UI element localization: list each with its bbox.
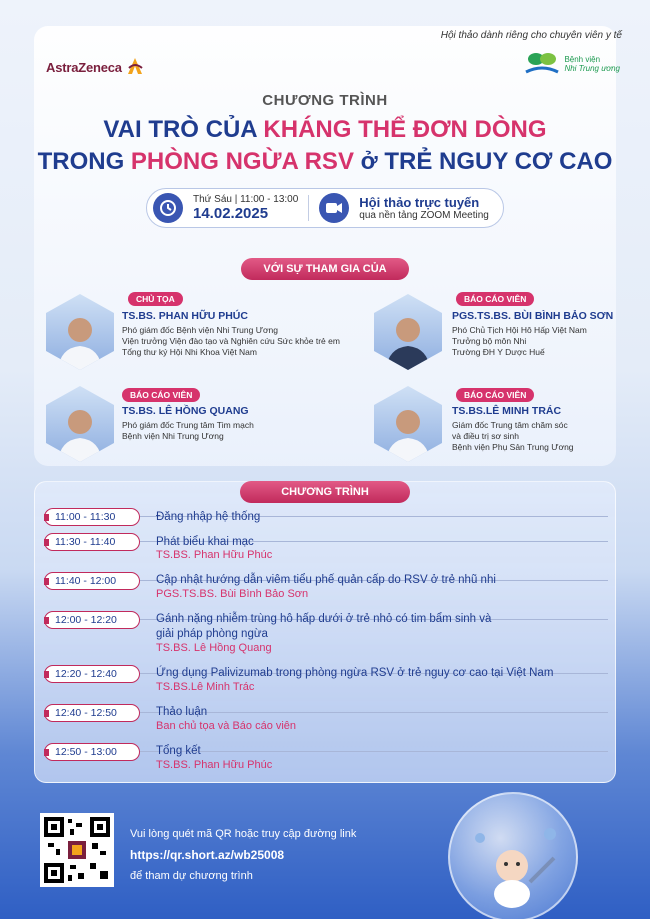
title-line-2	[0, 148, 650, 176]
astrazeneca-wordmark: AstraZeneca	[46, 59, 122, 75]
title-line-2-a: TRONG	[37, 148, 131, 175]
video-camera-icon	[319, 193, 349, 223]
agenda-time: 12:50 - 13:00	[44, 743, 140, 761]
agenda-speaker: TS.BS. Lê Hồng Quang	[156, 642, 272, 654]
title-line-1-b: KHÁNG THỂ ĐƠN DÒNG	[263, 116, 547, 143]
qr-instruction-line: để tham dự chương trình	[130, 870, 253, 882]
agenda-heading: CHƯƠNG TRÌNH	[240, 481, 410, 503]
agenda-title: Tổng kết	[156, 745, 201, 757]
speaker-desc	[452, 420, 574, 453]
agenda-time: 11:30 - 11:40	[44, 533, 140, 551]
title-line-1-a: VAI TRÒ CỦA	[103, 116, 264, 143]
hospital-logo	[524, 50, 620, 78]
event-day-time: Thứ Sáu | 11:00 - 13:00	[193, 194, 299, 205]
agenda-time: 12:40 - 12:50	[44, 704, 140, 722]
baby-globe-illustration	[448, 792, 578, 919]
event-date	[193, 194, 298, 222]
speaker-desc-line: Tổng thư ký Hội Nhi Khoa Việt Nam	[122, 347, 257, 357]
agenda-time: 11:40 - 12:00	[44, 572, 140, 590]
agenda-title: Phát biểu khai mạc	[156, 536, 254, 548]
agenda-title	[156, 612, 491, 642]
hospital-line2: Nhi Trung ương	[564, 64, 620, 73]
agenda-speaker: TS.BS. Phan Hữu Phúc	[156, 759, 273, 771]
speaker-name: PGS.TS.BS. BÙI BÌNH BẢO SƠN	[452, 310, 614, 322]
agenda-speaker: Ban chủ tọa và Báo cáo viên	[156, 720, 297, 732]
clock-icon	[153, 193, 183, 223]
event-mode-title: Hội thảo trực tuyến	[359, 195, 480, 210]
speaker-desc-line: Phó Chủ Tịch Hội Hô Hấp Việt Nam	[452, 325, 587, 335]
title-line-2-b: PHÒNG NGỪA RSV	[130, 148, 354, 175]
agenda-speaker: TS.BS.Lê Minh Trác	[156, 681, 255, 693]
agenda-title-line: Gánh nặng nhiễm trùng hô hấp dưới ở trẻ nhỏ có tim bẩm sinh và	[156, 613, 492, 625]
astrazeneca-logo	[46, 56, 145, 78]
program-label: CHƯƠNG TRÌNH	[262, 92, 388, 109]
speaker-desc-line: Bệnh viện Phụ Sản Trung Ương	[452, 442, 574, 452]
speaker-role-badge: CHỦ TỌA	[128, 292, 183, 306]
speaker-desc-line: và điều trị sơ sinh	[452, 431, 519, 441]
speaker-desc-line: Phó giám đốc Bệnh viện Nhi Trung Ương	[122, 325, 279, 335]
title-line-2-c: ở TRẺ NGUY CƠ CAO	[353, 148, 613, 175]
agenda-time: 12:20 - 12:40	[44, 665, 140, 683]
event-platform: qua nền tảng ZOOM Meeting	[359, 210, 489, 221]
speaker-desc	[452, 325, 587, 358]
agenda-speaker: PGS.TS.BS. Bùi Bình Bảo Sơn	[156, 588, 309, 600]
agenda-title: Thảo luận	[156, 706, 208, 718]
qr-instructions	[130, 824, 356, 887]
agenda-divider	[140, 751, 608, 752]
agenda-divider	[140, 712, 608, 713]
speaker-desc-line: Phó giám đốc Trung tâm Tim mạch	[122, 420, 254, 430]
speaker-desc-line: Giám đốc Trung tâm chăm sóc	[452, 420, 568, 430]
participants-heading: VỚI SỰ THAM GIA CỦA	[241, 258, 409, 280]
speaker-desc-line: Viện trưởng Viện đào tạo và Nghiên cứu Sức khỏe trẻ em	[122, 336, 340, 346]
speaker-name: TS.BS. PHAN HỮU PHÚC	[122, 310, 248, 322]
event-info-box	[146, 188, 504, 228]
title-line-1	[0, 116, 650, 144]
hospital-line1: Bệnh viện	[564, 55, 601, 64]
speaker-role-badge: BÁO CÁO VIÊN	[456, 388, 534, 402]
speaker-role-badge: BÁO CÁO VIÊN	[456, 292, 534, 306]
speaker-desc	[122, 420, 254, 442]
event-date-value: 14.02.2025	[193, 205, 269, 222]
qr-code[interactable]	[40, 813, 114, 887]
speaker-name: TS.BS.LÊ MINH TRÁC	[452, 405, 562, 417]
registration-link[interactable]: https://qr.short.az/wb25008	[130, 848, 285, 862]
speaker-desc-line: Trưởng bộ môn Nhi	[452, 336, 527, 346]
speaker-name: TS.BS. LÊ HỒNG QUANG	[122, 405, 249, 417]
agenda-speaker: TS.BS. Phan Hữu Phúc	[156, 549, 273, 561]
agenda-title: Ứng dụng Palivizumab trong phòng ngừa RSV ở trẻ nguy cơ cao tại Việt Nam	[156, 667, 554, 679]
qr-code-icon	[44, 817, 110, 883]
speaker-role-badge: BÁO CÁO VIÊN	[122, 388, 200, 402]
speaker-desc-line: Bệnh viện Nhi Trung Ương	[122, 431, 224, 441]
divider	[308, 195, 309, 221]
baby-icon	[450, 794, 580, 919]
qr-instruction-line: Vui lòng quét mã QR hoặc truy cập đường link	[130, 828, 357, 840]
agenda-title: Đăng nhập hệ thống	[156, 511, 261, 523]
event-mode	[359, 195, 489, 221]
agenda-time: 12:00 - 12:20	[44, 611, 140, 629]
speaker-desc-line: Trường ĐH Y Dược Huế	[452, 347, 545, 357]
agenda-time: 11:00 - 11:30	[44, 508, 140, 526]
agenda-title: Cập nhật hướng dẫn viêm tiểu phế quản cấp do RSV ở trẻ nhũ nhi	[156, 574, 496, 586]
leaf-logo-icon	[524, 50, 560, 78]
astrazeneca-mark-icon	[125, 56, 145, 78]
header-note: Hội thảo dành riêng cho chuyên viên y tế	[440, 30, 622, 41]
speaker-desc	[122, 325, 340, 358]
agenda-title-line: giải pháp phòng ngừa	[156, 628, 268, 640]
